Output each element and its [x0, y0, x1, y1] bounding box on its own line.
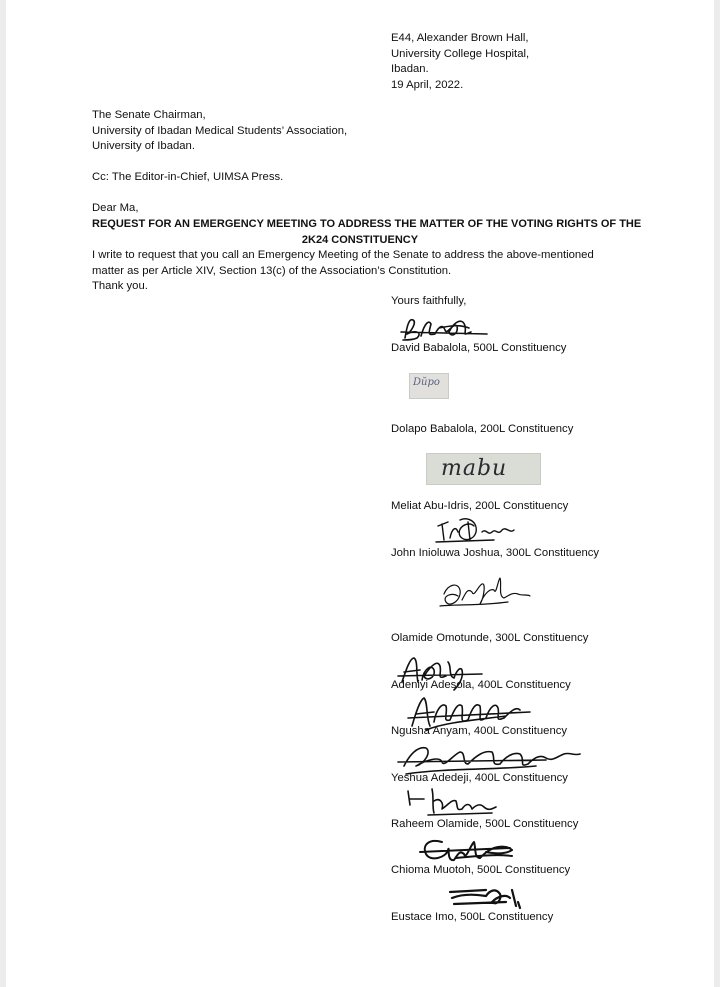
sender-address-line: University College Hospital,: [391, 47, 530, 60]
signatory-name: Eustace Imo, 500L Constituency: [391, 911, 554, 923]
signatory-name: John Inioluwa Joshua, 300L Constituency: [391, 547, 600, 559]
signature-image-text: mabu: [441, 456, 508, 481]
signature-meliat-abu-idris: [426, 453, 541, 485]
signatory-name: Ngusha Anyam, 400L Constituency: [391, 725, 568, 737]
signatory-name: Raheem Olamide, 500L Constituency: [391, 818, 579, 830]
signature-raheem-olamide: [402, 783, 502, 819]
closing: Yours faithfully,: [391, 295, 467, 307]
signatory-name: Chioma Muotoh, 500L Constituency: [391, 864, 571, 876]
salutation: Dear Ma,: [92, 202, 139, 214]
letter-date: 19 April, 2022.: [391, 78, 464, 91]
signatory-name: Yeshua Adedeji, 400L Constituency: [391, 772, 568, 784]
sender-address-line: E44, Alexander Brown Hall,: [391, 32, 529, 44]
signatory-name: David Babalola, 500L Constituency: [391, 342, 567, 354]
signature-olamide-omotunde: [438, 574, 533, 614]
signatory-name: Olamide Omotunde, 300L Constituency: [391, 632, 589, 644]
recipient-line: University of Ibadan Medical Students’ Association,: [92, 124, 348, 137]
signature-dolapo-babalola: [409, 373, 449, 399]
subject-line: REQUEST FOR AN EMERGENCY MEETING TO ADDRESS THE MATTER OF THE VOTING RIGHTS OF THE: [92, 218, 642, 230]
recipient-line: The Senate Chairman,: [92, 109, 206, 121]
signature-image-text: Dŭpo: [413, 377, 440, 388]
recipient-line: University of Ibadan.: [92, 140, 195, 152]
letter-page: [6, 0, 714, 987]
signature-eustace-imo: [446, 884, 526, 912]
body-line: I write to request that you call an Emergency Meeting of the Senate to address the above-mentioned: [92, 249, 594, 261]
cc-line: Cc: The Editor-in-Chief, UIMSA Press.: [92, 171, 284, 183]
sender-address-line: Ibadan.: [391, 63, 429, 75]
signatory-name: Adeniyi Adesola, 400L Constituency: [391, 679, 571, 691]
signature-john-inioluwa-joshua: [434, 514, 524, 546]
signatory-name: Meliat Abu-Idris, 200L Constituency: [391, 500, 569, 512]
sender-address: [391, 31, 529, 93]
signature-david-babalola: [399, 312, 494, 344]
subject-heading: [92, 217, 642, 248]
thank-you: Thank you.: [92, 280, 148, 292]
signatory-name: Dolapo Babalola, 200L Constituency: [391, 423, 574, 435]
recipient-address: [92, 108, 347, 155]
subject-line: 2K24 CONSTITUENCY: [301, 233, 419, 246]
body-line: matter as per Article XIV, Section 13(c) of the Association’s Constitution.: [92, 264, 452, 277]
letter-body: [92, 248, 594, 295]
